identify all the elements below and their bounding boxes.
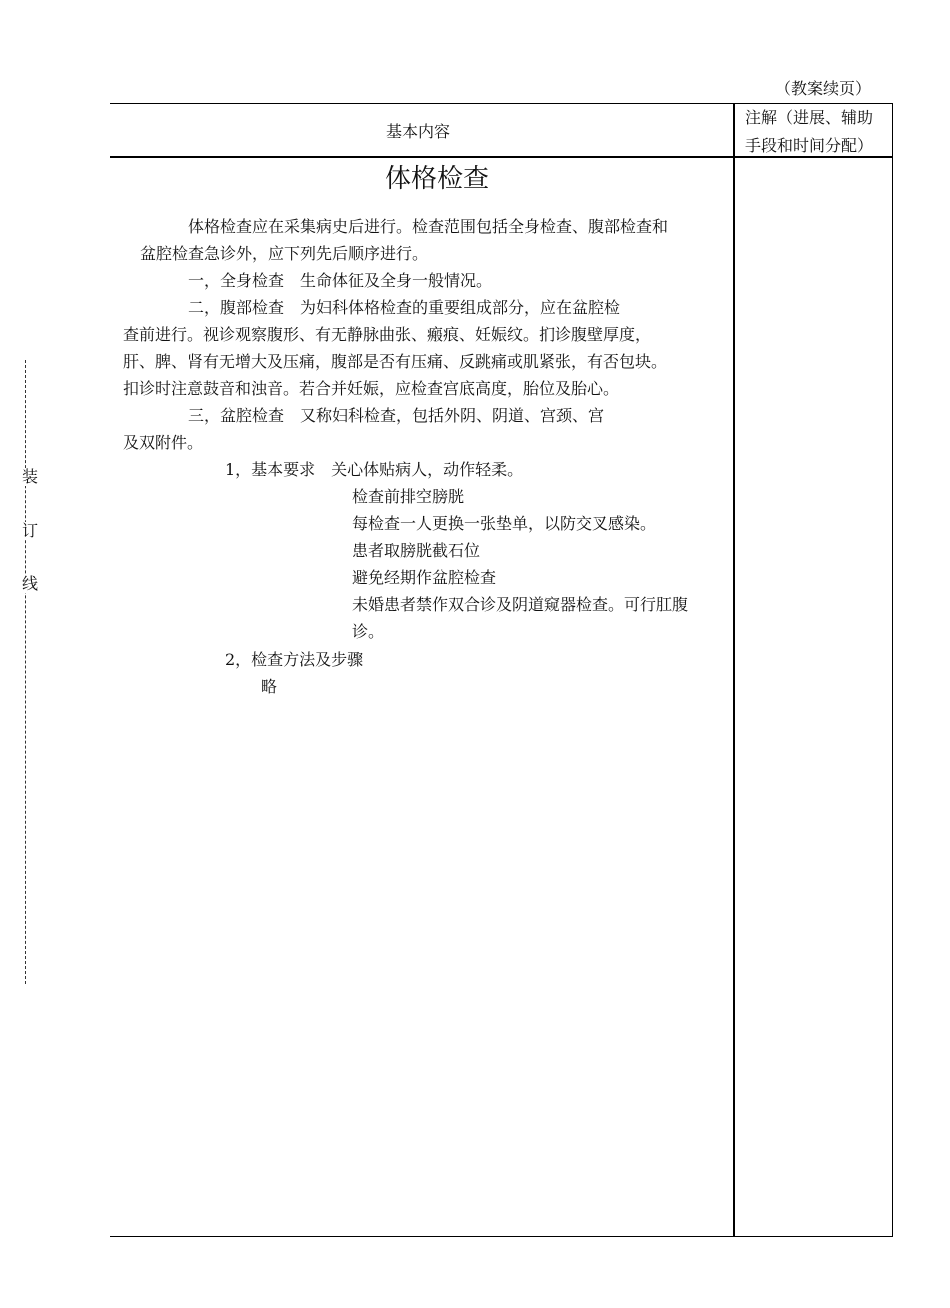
section-general-exam: 一，全身检查 生命体征及全身一般情况。 bbox=[188, 271, 493, 290]
header-notes-line2: 手段和时间分配） bbox=[745, 136, 874, 155]
table-bottom-border bbox=[110, 1236, 893, 1237]
binding-char-ding: 订 bbox=[22, 521, 39, 540]
table-header-divider bbox=[110, 156, 893, 158]
requirement-item: 避免经期作盆腔检查 bbox=[352, 568, 497, 587]
intro-line-2: 盆腔检查急诊外，应下列先后顺序进行。 bbox=[140, 244, 429, 263]
section-abdominal-line-4: 扣诊时注意鼓音和浊音。若合并妊娠，应检查宫底高度，胎位及胎心。 bbox=[123, 379, 620, 398]
header-main-column: 基本内容 bbox=[386, 122, 451, 141]
requirement-item: 诊。 bbox=[352, 622, 385, 641]
section-abdominal-line-1: 二，腹部检查 为妇科体格检查的重要组成部分，应在盆腔检 bbox=[188, 298, 621, 317]
table-right-border bbox=[892, 103, 893, 1237]
page-title: 体格检查 bbox=[385, 164, 490, 194]
continuation-label: （教案续页） bbox=[775, 79, 872, 98]
section-abdominal-line-2: 查前进行。视诊观察腹形、有无静脉曲张、瘢痕、妊娠纹。扪诊腹壁厚度， bbox=[123, 325, 652, 344]
requirement-item: 每检查一人更换一张垫单，以防交叉感染。 bbox=[352, 514, 657, 533]
binding-line bbox=[25, 360, 26, 984]
section-abdominal-line-3: 肝、脾、肾有无增大及压痛，腹部是否有压痛、反跳痛或肌紧张，有否包块。 bbox=[123, 352, 668, 371]
method-label: 2，检查方法及步骤 bbox=[225, 650, 364, 669]
binding-char-xian: 线 bbox=[22, 574, 39, 593]
requirement-item: 未婚患者禁作双合诊及阴道窥器检查。可行肛腹 bbox=[352, 595, 689, 614]
requirement-item: 患者取膀胱截石位 bbox=[352, 541, 481, 560]
basic-requirements-label: 1，基本要求 关心体贴病人，动作轻柔。 bbox=[225, 460, 524, 479]
table-column-divider bbox=[733, 103, 735, 1237]
table-top-border bbox=[110, 103, 893, 104]
binding-char-zhuang: 装 bbox=[22, 467, 39, 486]
requirement-item: 检查前排空膀胱 bbox=[352, 487, 465, 506]
section-pelvic-line-1: 三，盆腔检查 又称妇科检查，包括外阴、阴道、宫颈、宫 bbox=[188, 406, 605, 425]
intro-line-1: 体格检查应在采集病史后进行。检查范围包括全身检查、腹部检查和 bbox=[188, 217, 669, 236]
method-text: 略 bbox=[261, 677, 278, 696]
header-notes-line1: 注解（进展、辅助 bbox=[745, 108, 874, 127]
section-pelvic-line-2: 及双附件。 bbox=[123, 433, 204, 452]
